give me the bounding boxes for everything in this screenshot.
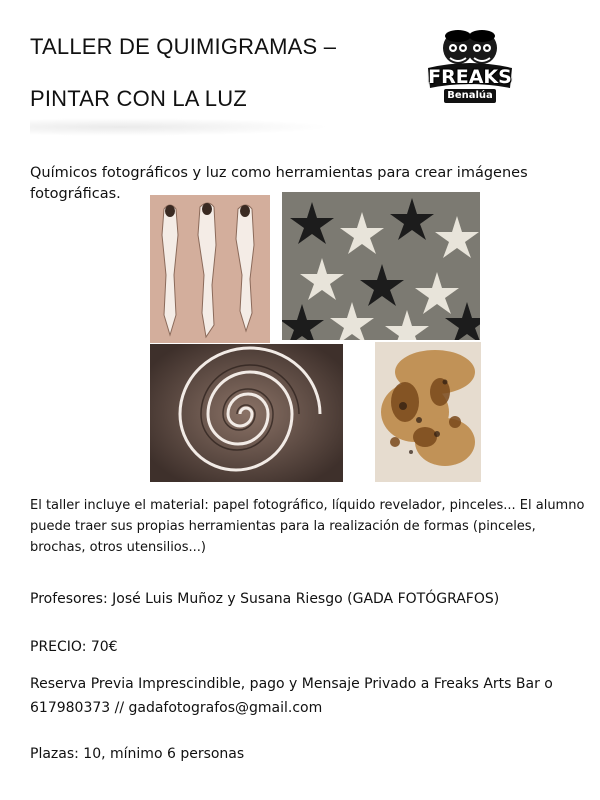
spiral-chemigram-image: [150, 344, 343, 482]
teachers-text: Profesores: José Luis Muñoz y Susana Riesgo (GADA FOTÓGRAFOS): [30, 591, 500, 607]
reservation-text: Reserva Previa Imprescindible, pago y Mensaje Privado a Freaks Arts Bar o 617980373 // gadafotografos@gmail.com: [30, 676, 553, 716]
star-chemigram-image: [282, 192, 480, 340]
title-line-2: PINTAR CON LA LUZ: [30, 86, 247, 111]
drip-chemigram-image: [150, 195, 270, 343]
logo-location: Benalúa: [444, 89, 496, 103]
price-text: PRECIO: 70€: [30, 639, 118, 655]
freaks-logo: [422, 28, 518, 106]
places-text: Plazas: 10, mínimo 6 personas: [30, 746, 245, 762]
logo-brand: FREAKS: [428, 66, 512, 88]
decorative-smudge: [30, 118, 330, 136]
intro-text: Químicos fotográficos y luz como herramientas para crear imágenes fotográficas.: [30, 165, 528, 202]
title-line-1: TALLER DE QUIMIGRAMAS –: [30, 34, 337, 59]
description-text: El taller incluye el material: papel fotográfico, líquido revelador, pinceles... El alumno puede traer sus propias herramientas para la realización de formas (pinceles, brochas, otros utensilios...): [30, 498, 585, 555]
stain-chemigram-image: [375, 342, 481, 482]
